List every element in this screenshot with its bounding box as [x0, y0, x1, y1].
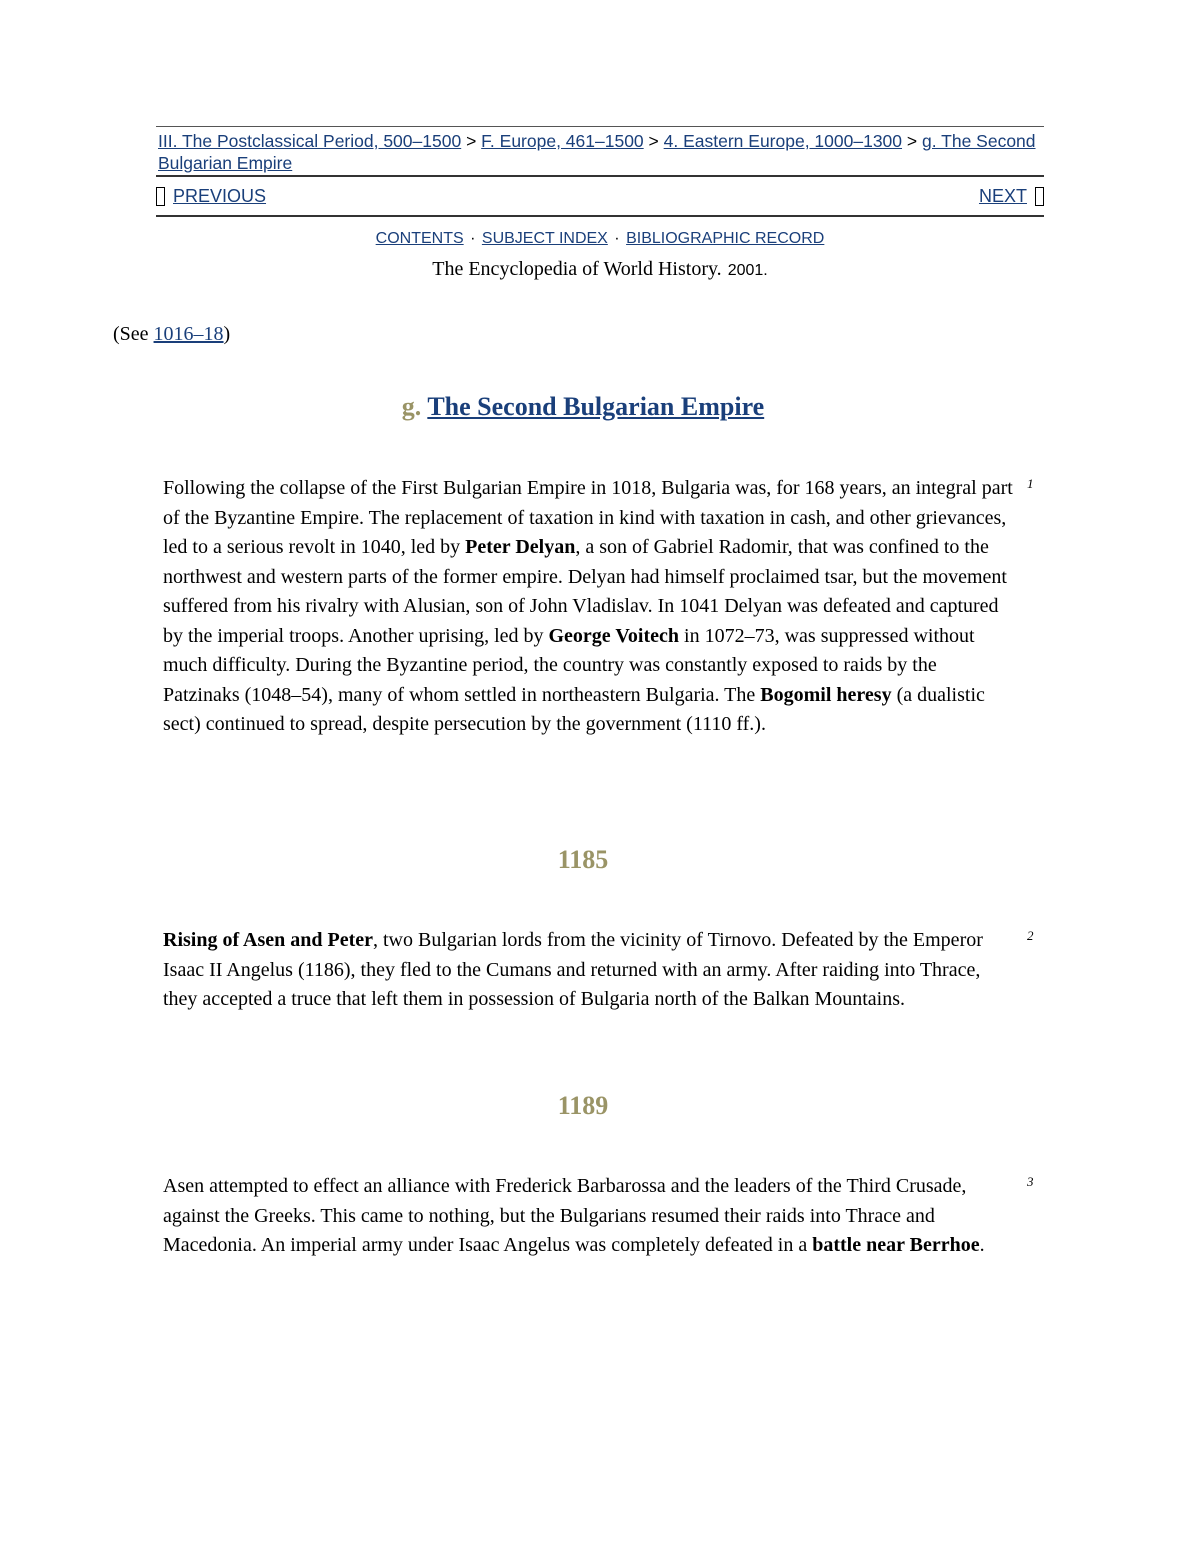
navigation-header [156, 126, 1044, 217]
bottom-rule [156, 215, 1044, 217]
paragraph-text: , a son of Gabriel Radomir, that was confined to the northwest and western parts of the former empire. Delyan had himself proclaimed tsar, but the movement suffered from his rivalry with Alusian, son of John Vladislav. In 1041 Delyan was defeated and captured by the imperial troops. Another uprising, led by [163, 536, 1007, 647]
paragraph-text: , two Bulgarian lords from the vicinity of Tirnovo. Defeated by the Emperor Isaac II Angelus (1186), they fled to the Cumans and returned with an army. After raiding into Thrace, they accepted a truce that left them in possession of Bulgaria north of the Balkan Mountains. [163, 929, 983, 1010]
link-separator: · [470, 230, 476, 247]
see-suffix: ) [223, 323, 231, 345]
breadcrumb-link-period[interactable]: III. The Postclassical Period, 500–1500 [158, 131, 462, 151]
previous-link[interactable]: PREVIOUS [173, 185, 267, 206]
paragraph-text: Asen attempted to effect an alliance with Frederick Barbarossa and the leaders of the Third Crusade, against the Greeks. This came to nothing, but the Bulgarians resumed their raids into Thrace and Macedonia. An imperial army under Isaac Angelus was completely defeated in a [163, 1175, 967, 1256]
see-link[interactable]: 1016–18 [153, 323, 224, 345]
link-separator: · [614, 230, 620, 247]
breadcrumb-separator: > [648, 131, 664, 151]
see-reference [113, 323, 230, 346]
paragraph-bold-term: George Voitech [548, 624, 680, 647]
paragraph-number: 1 [1027, 476, 1034, 491]
paragraph-number: 3 [1027, 1174, 1034, 1189]
paragraph-text: (a dualistic sect) continued to spread, despite persecution by the government (1110 ff.). [163, 683, 985, 735]
next-arrow-icon[interactable] [1035, 187, 1044, 206]
next-nav [979, 186, 1044, 207]
breadcrumb-link-europe[interactable]: F. Europe, 461–1500 [481, 131, 644, 151]
breadcrumb-link-eastern-europe[interactable]: 4. Eastern Europe, 1000–1300 [663, 131, 903, 151]
paragraph-1 [163, 474, 1013, 740]
paragraph-bold-term: Bogomil heresy [760, 683, 892, 706]
breadcrumb-link-current-section[interactable]: g. The Second Bulgarian Empire [158, 131, 1036, 173]
year-heading-1185: 1185 [557, 845, 609, 874]
paragraph-text: in 1072–73, was suppressed without much difficulty. During the Byzantine period, the country was constantly exposed to raids by the Patzinaks (1048–54), many of whom settled in northeastern Bulgaria. The [163, 624, 975, 706]
bibliographic-record-link[interactable]: BIBLIOGRAPHIC RECORD [626, 230, 825, 247]
paragraph-3 [163, 1172, 1013, 1261]
paragraph-bold-term: Peter Delyan [465, 536, 576, 558]
reference-links [0, 230, 1200, 248]
source-title: The Encyclopedia of World History. [432, 258, 722, 280]
subject-index-link[interactable]: SUBJECT INDEX [481, 230, 608, 247]
see-prefix: (See [113, 323, 154, 345]
year-heading-1189: 1189 [557, 1091, 609, 1120]
source-year: 2001. [727, 262, 768, 279]
contents-link[interactable]: CONTENTS [375, 230, 464, 247]
section-heading [0, 392, 1166, 422]
prev-next-bar [156, 177, 1044, 215]
breadcrumb [156, 127, 1044, 175]
previous-nav [156, 186, 266, 207]
breadcrumb-separator: > [906, 131, 922, 151]
section-title-link[interactable]: The Second Bulgarian Empire [427, 392, 765, 421]
paragraph-number: 2 [1027, 928, 1034, 943]
paragraph-bold-term: battle near Berrhoe [812, 1234, 980, 1256]
previous-arrow-icon[interactable] [156, 187, 165, 206]
next-link[interactable]: NEXT [978, 185, 1027, 206]
paragraph-text: Following the collapse of the First Bulgarian Empire in 1018, Bulgaria was, for 168 years, an integral part of the Byzantine Empire. The replacement of taxation in kind with taxation in cash, and other grievances, led to a serious revolt in 1040, led by [163, 477, 1013, 558]
breadcrumb-separator: > [466, 131, 482, 151]
paragraph-bold-term: Rising of Asen and Peter [163, 929, 373, 951]
paragraph-text: . [979, 1234, 985, 1256]
source-citation [0, 258, 1200, 281]
paragraph-2 [163, 926, 1013, 1015]
section-letter: g. [401, 392, 422, 421]
